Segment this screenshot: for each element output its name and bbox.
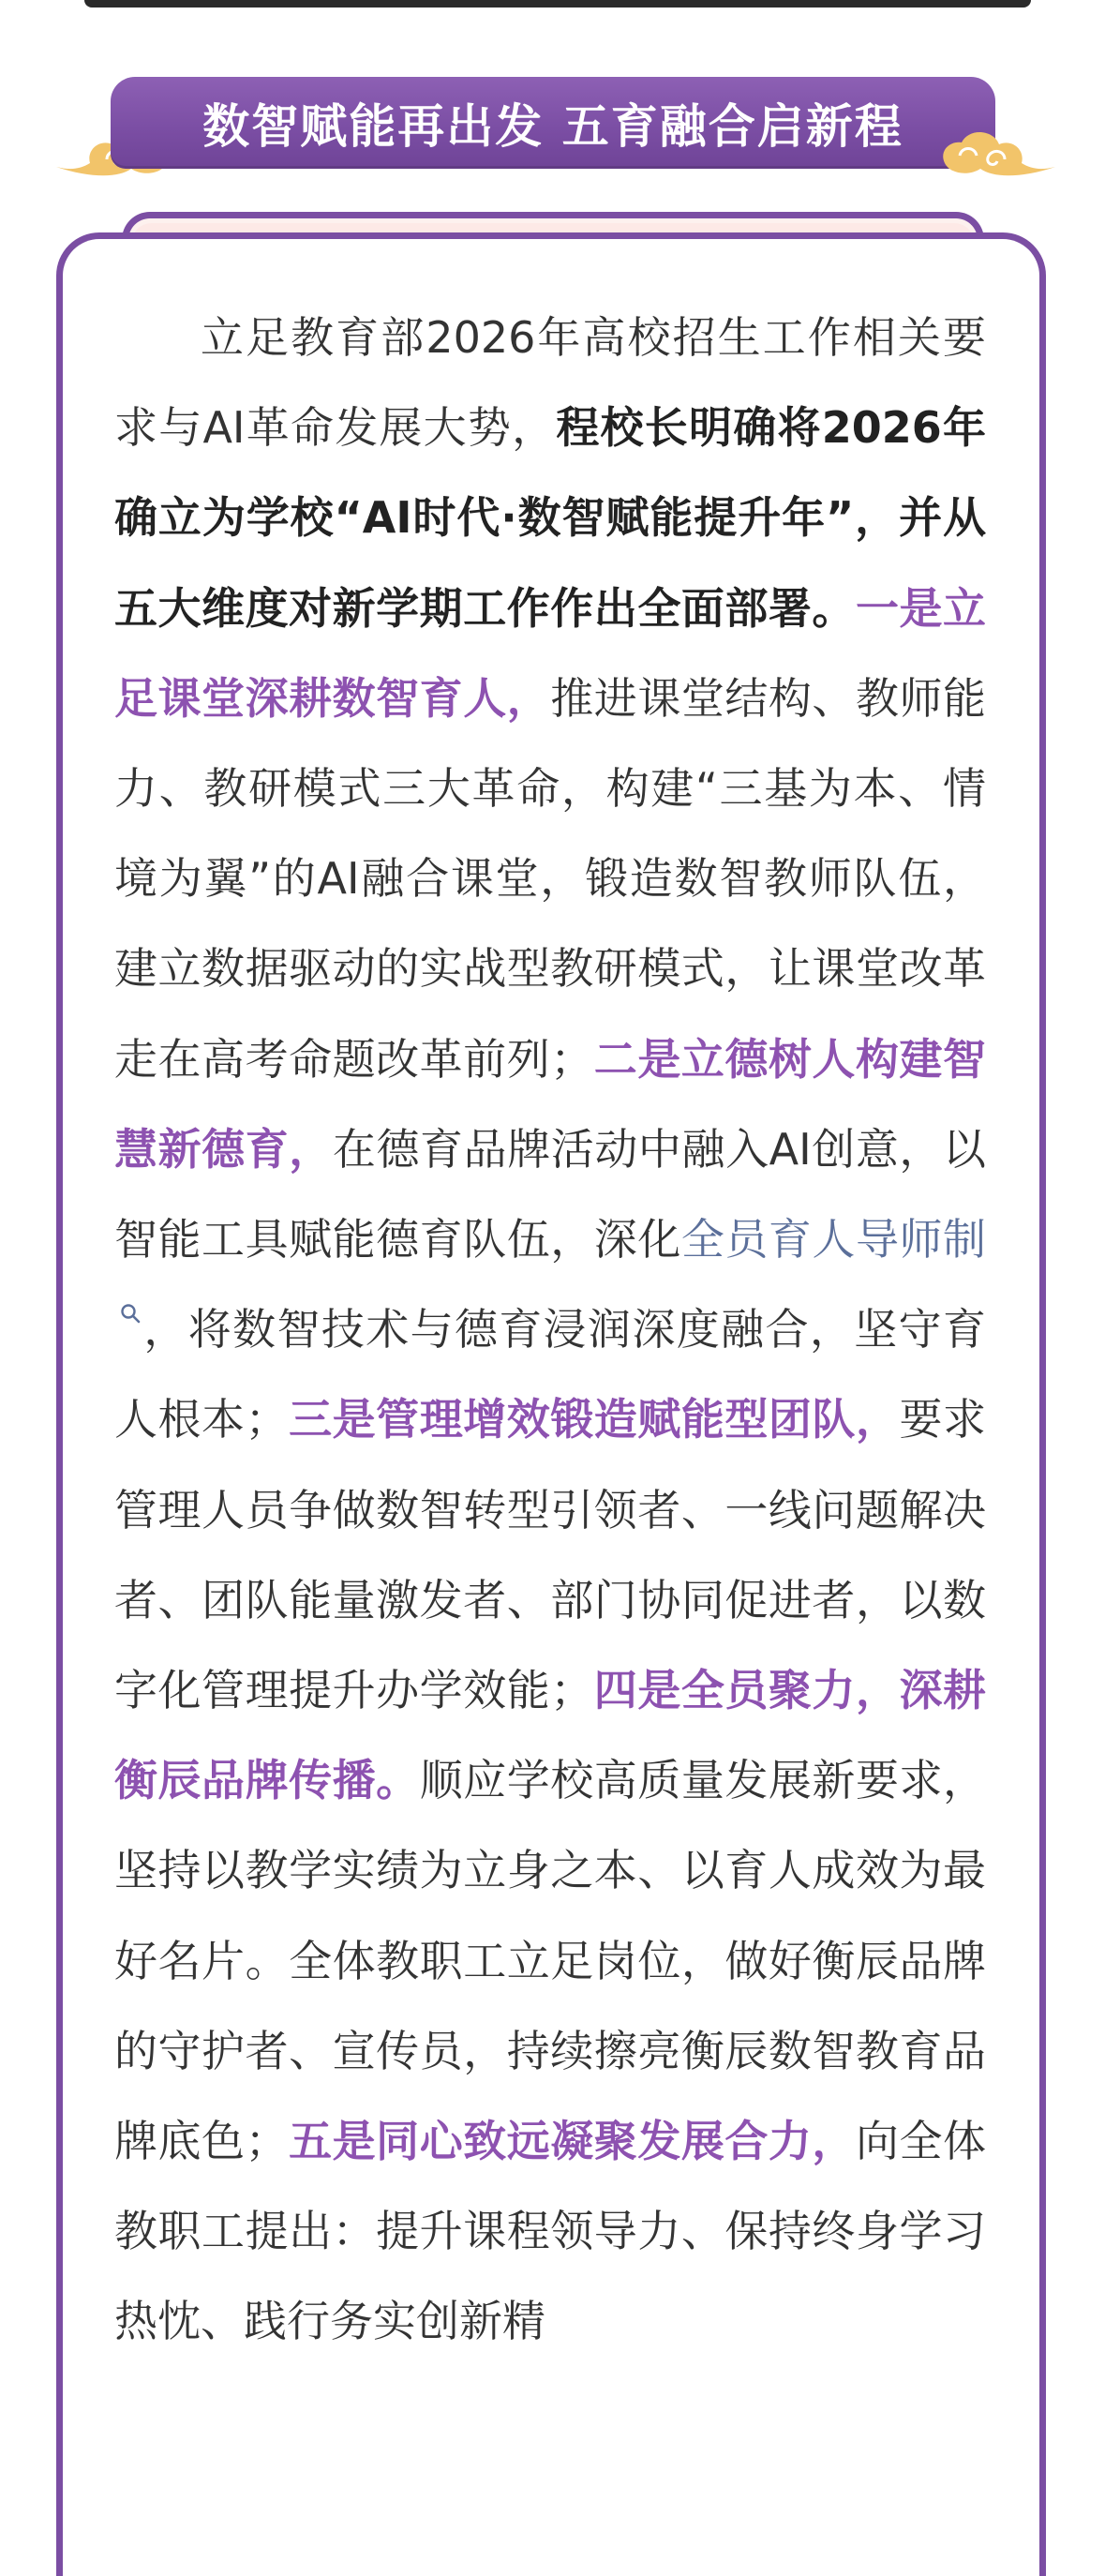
lead-bold-text: 程校长明确将2026年确立为学校“AI时代·数智赋能提升年”，并从五大维度对新学期工作作出全面部署。 — [114, 402, 986, 634]
point4-body: 顺应学校高质量发展新要求，坚持以教学实绩为立身之本、以育人成效为最好名片。全体教职工立足岗位，做好衡辰品牌的守护者、宣传员，持续擦亮衡辰数智教育品牌底色； — [114, 1755, 987, 2167]
point3-title: 三是管理增效锻造赋能型团队， — [288, 1394, 900, 1445]
cloud-ornament-right — [937, 122, 1059, 180]
section-title: 数智赋能再出发 五育融合启新程 — [202, 99, 903, 154]
search-icon[interactable] — [120, 1303, 141, 1324]
intro-text: 立足教育部2026年高校招生工作相关要求与AI革命发展大势， — [114, 312, 986, 454]
point4-title: 四是全员聚力，深耕衡辰品牌传播。 — [114, 1665, 987, 1806]
point2-title: 二是立德树人构建智慧新德育， — [114, 1033, 987, 1175]
article-body — [114, 292, 986, 2367]
point2-body-b: ，将数智技术与德育浸润深度融合，坚守育人根本； — [114, 1304, 986, 1445]
point5-body: 向全体教职工提出：提升课程领导力、保持终身学习热忱、践行务实创新精 — [114, 2116, 987, 2347]
title-banner — [111, 77, 995, 169]
mentor-system-link[interactable]: 全员育人导师制 — [680, 1214, 987, 1266]
top-photo-edge — [84, 0, 1031, 7]
section-header — [0, 73, 1105, 176]
point3-body: 要求管理人员争做数智转型引领者、一线问题解决者、团队能量激发者、部门协同促进者，以数字化管理提升办学效能； — [114, 1394, 987, 1716]
point5-title: 五是同心致远凝聚发展合力， — [288, 2116, 856, 2167]
point1-body: 推进课堂结构、教师能力、教研模式三大革命，构建“三基为本、情境为翼”的AI融合课堂，锻造数智教师队伍，建立数据驱动的实战型教研模式，让课堂改革走在高考命题改革前列； — [114, 672, 987, 1085]
point2-body-a: 在德育品牌活动中融入AI创意，以智能工具赋能德育队伍，深化 — [114, 1123, 986, 1266]
point1-title: 一是立足课堂深耕数智育人， — [114, 582, 987, 724]
